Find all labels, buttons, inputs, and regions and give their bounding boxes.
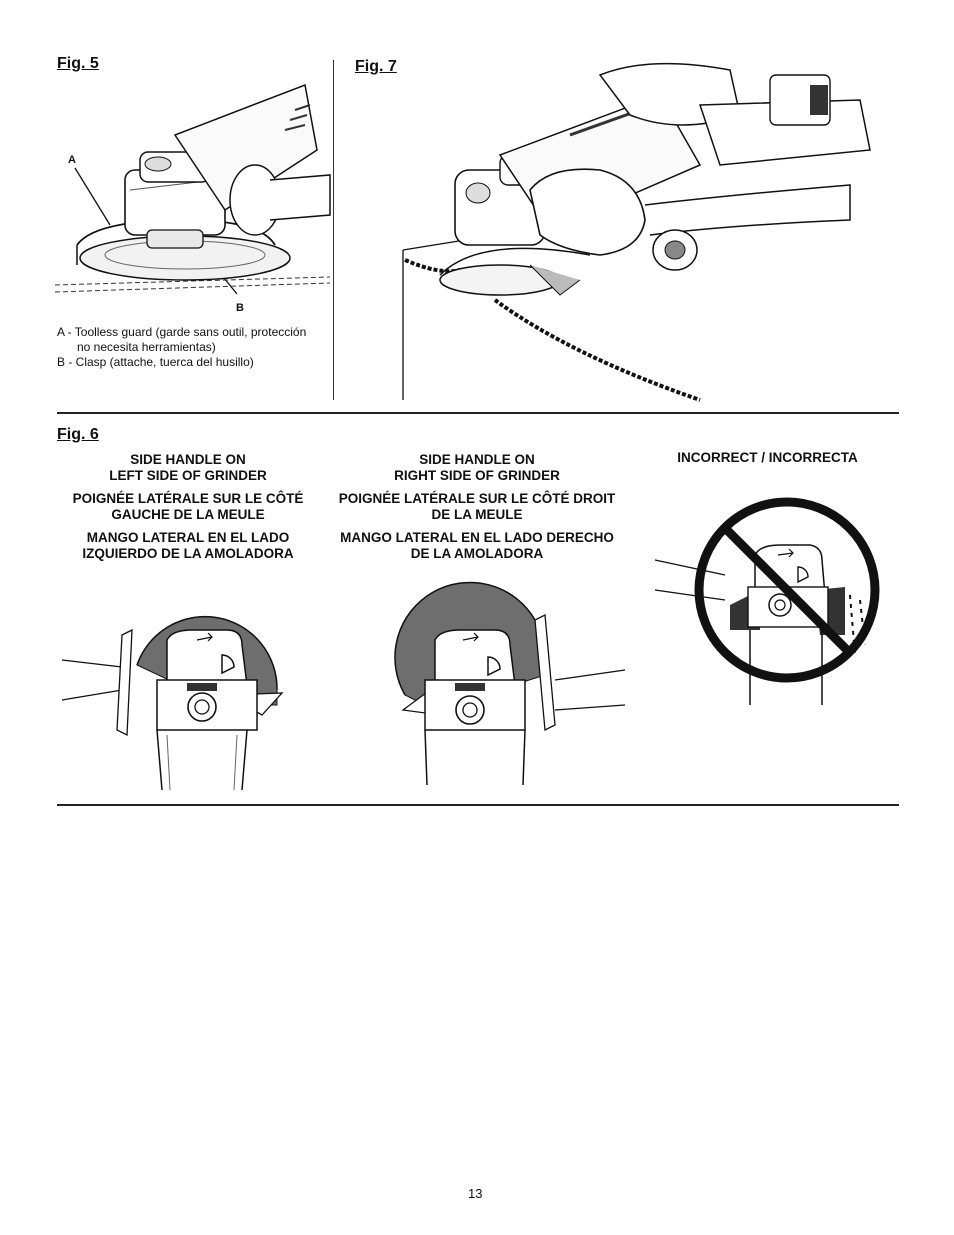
fig5-grinder-illustration [55,80,330,305]
fig5-fig7-divider [333,60,334,400]
fig6-middle-fr-1: POIGNÉE LATÉRALE SUR LE CÔTÉ DROIT [338,491,616,506]
fig6-left-fr-2: GAUCHE DE LA MEULE [111,507,265,522]
fig6-left-grinder-illustration [62,585,292,790]
fig6-right-caption: INCORRECT / INCORRECTA [677,450,858,465]
fig7-title: Fig. 7 [355,58,397,75]
fig6-left-es-1: MANGO LATERAL EN EL LADO [86,530,290,545]
fig5-legend-a-line2: no necesita herramientas) [77,340,216,354]
fig6-middle-caption [332,452,622,569]
fig6-middle-en-2: RIGHT SIDE OF GRINDER [394,468,560,483]
fig6-left-es-2: IZQUIERDO DE LA AMOLADORA [82,546,294,561]
fig6-incorrect-illustration [650,495,885,705]
fig6-middle-es-2: DE LA AMOLADORA [410,546,544,561]
fig6-left-fr-1: POIGNÉE LATÉRALE SUR LE CÔTÉ [72,491,304,506]
top-section-divider [57,412,899,414]
fig6-middle-fr-2: DE LA MEULE [431,507,523,522]
fig5-title: Fig. 5 [57,55,99,72]
fig5-legend-b: B - Clasp (attache, tuerca del husillo) [57,355,254,369]
fig5-callout-b: B [236,302,244,314]
fig6-title: Fig. 6 [57,426,99,443]
fig6-middle-en-1: SIDE HANDLE ON [419,452,535,467]
fig6-left-en-2: LEFT SIDE OF GRINDER [109,468,267,483]
fig5-callout-a: A [68,154,76,166]
fig6-left-caption [68,452,308,569]
fig5-legend [57,325,327,370]
fig5-legend-a-line1: A - Toolless guard (garde sans outil, protección [57,325,307,339]
page-number: 13 [468,1186,483,1201]
fig7-grinder-cutting-illustration [400,55,890,400]
fig6-middle-grinder-illustration [395,585,625,790]
bottom-section-divider [57,804,899,806]
fig6-left-en-1: SIDE HANDLE ON [130,452,246,467]
fig6-middle-es-1: MANGO LATERAL EN EL LADO DERECHO [340,530,614,545]
